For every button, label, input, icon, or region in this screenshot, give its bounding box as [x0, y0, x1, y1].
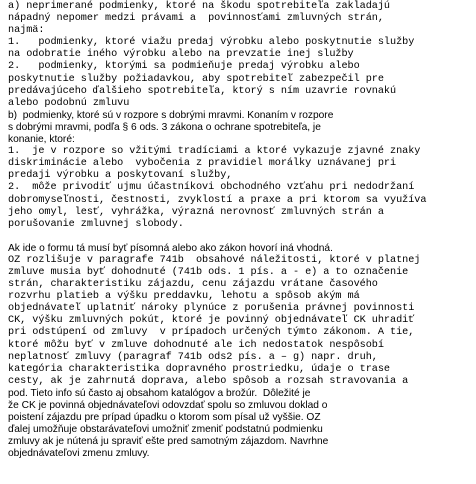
text-line: poistení zájazdu pre prípad úpadku o ktorom som písal už vyššie. OZ: [8, 412, 321, 424]
document-body: [8, 1, 470, 460]
text-line: OZ rozlišuje v paragrafe 741b obsahové náležitosti, ktoré v platnej: [8, 254, 421, 266]
text-line: zmluve musia byť dohodnuté (741b ods. 1 pís. a - e) a to označenie: [8, 266, 409, 278]
text-line: Ak ide o formu tá musí byť písomná alebo ako zákon hovorí iná vhodná.: [8, 242, 333, 254]
text-line: 1. podmienky, ktoré viažu predaj výrobku alebo poskytnutie služby: [8, 37, 415, 49]
text-line: jeho omyl, lesť, vyhrážka, výrazná nerovnosť zmluvných strán a: [8, 206, 384, 218]
text-line: neplatnosť zmluvy (paragraf 741b ods2 pís. a – g) napr. druh,: [8, 351, 378, 363]
text-line: pod. Tieto info sú často aj obsahom katalógov a brožúr. Dôležité je: [8, 387, 311, 399]
text-line: CK, výšku zmluvných pokút, ktoré je povinný objednávateľ CK uhradiť: [8, 315, 415, 327]
text-line: pri odstúpení od zmluvy v prípadoch určených týmto zákonom. A tie,: [8, 327, 415, 339]
paragraph-gap: [8, 231, 470, 243]
text-line: b) podmienky, ktoré sú v rozpore s dobrými mravmi. Konaním v rozpore: [8, 109, 334, 121]
text-line: a) neprimerané podmienky, ktoré na škodu spotrebiteľa zakladajú: [8, 1, 391, 12]
text-line: predaji výrobku a poskytovaní služby,: [8, 170, 233, 182]
text-line: objednávateľovi zmenu zmluvy.: [8, 448, 150, 460]
text-line: ktoré môžu byť v zmluve dohodnuté ale ich nedostatok nespôsobí: [8, 339, 384, 351]
text-line: konanie, ktoré:: [8, 134, 75, 146]
text-line: 2. podmienky, ktorými sa podmieňuje predaj výrobku alebo: [8, 61, 360, 73]
text-line: dobromyseľnosti, čestnosti, zvyklostí a praxe a pri ktorom sa využíva: [8, 194, 427, 206]
text-line: alebo podobnú zmluvu: [8, 97, 130, 109]
text-line: nápadný nepomer medzi právami a povinnosťami zmluvných strán,: [8, 13, 384, 25]
text-line: s dobrými mravmi, podľa § 6 ods. 3 zákona o ochrane spotrebiteľa, je: [8, 121, 321, 133]
text-line: kategória charakteristika dopravného prostriedku, údaje o trase: [8, 363, 391, 375]
text-line: cesty, ak je zahrnutá doprava, alebo spôsob a rozsah stravovania a: [8, 375, 409, 387]
text-line: že CK je povinná objednávateľovi odovzdať spolu so zmluvou doklad o: [8, 400, 328, 411]
text-line: objednávateľ uplatniť nároky plynúce z porušenia právnej povinnosti: [8, 303, 415, 315]
text-line: strán, charakteristiku zájazdu, cenu zájazdu vrátane časového: [8, 279, 378, 291]
text-line: ďalej umožňuje obstarávateľovi umožniť zmeniť podstatnú podmienku: [8, 424, 323, 436]
text-line: 1. je v rozpore so vžitými tradíciami a ktoré vykazuje zjavné znaky: [8, 146, 421, 158]
text-line: 2. môže privodiť ujmu účastníkovi obchodného vzťahu pri nedodržaní: [8, 182, 415, 194]
text-line: porušovanie zmluvnej slobody.: [8, 218, 184, 230]
text-line: diskriminácie alebo vybočenia z pravidiel morálky uznávanej pri: [8, 158, 397, 170]
text-line: najmä:: [8, 25, 45, 37]
text-line: zmluvy ak je nútená ju spraviť ešte pred samotným zájazdom. Navrhne: [8, 436, 329, 448]
text-line: na odobratie iného výrobku alebo na prevzatie inej služby: [8, 49, 354, 61]
text-line: poskytnutie služby požiadavkou, aby spotrebiteľ zabezpečil pre: [8, 73, 384, 85]
text-line: rozvrhu platieb a výšku preddavku, lehotu a spôsob akým má: [8, 291, 360, 303]
text-line: predávajúceho ďalšieho spotrebiteľa, ktorý s ním uzavrie rovnakú: [8, 85, 397, 97]
